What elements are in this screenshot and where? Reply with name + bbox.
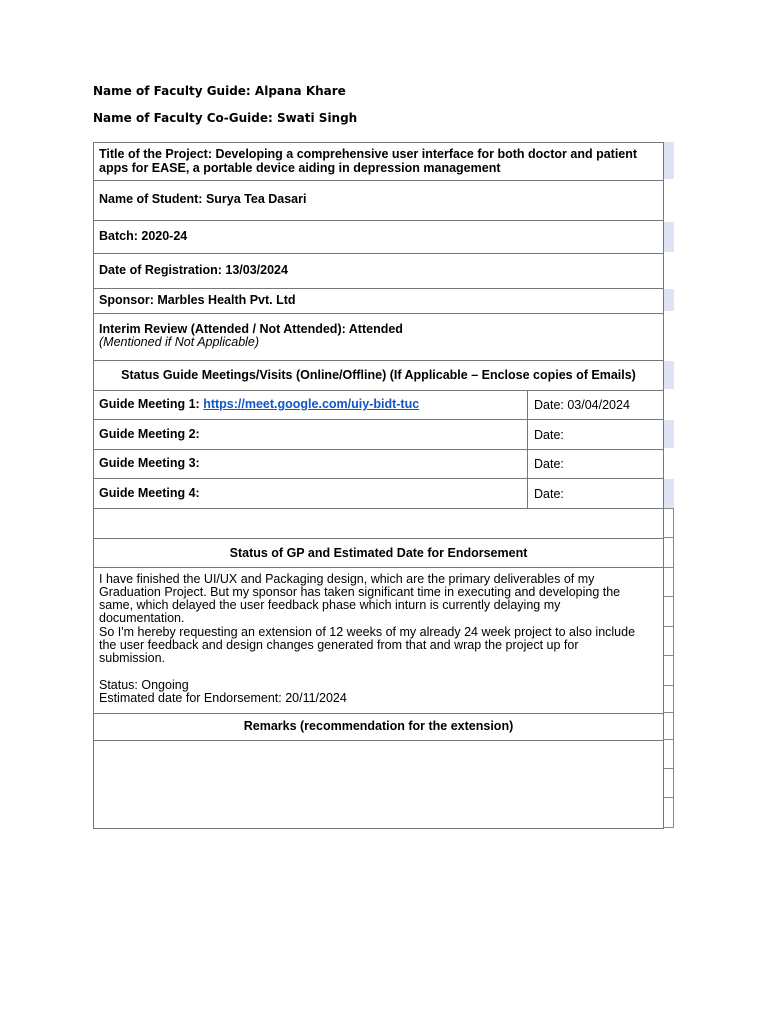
batch-row xyxy=(93,220,664,253)
table-edge xyxy=(664,769,674,798)
meeting-1-label-cell xyxy=(99,398,419,412)
table-edge xyxy=(664,597,674,627)
gp-estimated-date: Estimated date for Endorsement: 20/11/2024 xyxy=(99,691,347,705)
meetings-header-row xyxy=(93,360,664,390)
interim-note: (Mentioned if Not Applicable) xyxy=(99,335,260,349)
gp-body-line: Graduation Project. But my sponsor has taken significant time in executing and developing the xyxy=(99,585,621,599)
gp-header-row xyxy=(93,538,664,567)
meeting-row xyxy=(93,478,664,508)
table-edge xyxy=(664,656,674,686)
registration-row xyxy=(93,253,664,288)
shade-strip xyxy=(664,361,674,389)
gp-body-line: I have finished the UI/UX and Packaging design, which are the primary deliverables of my xyxy=(99,572,595,586)
meeting-2-date: Date: xyxy=(534,428,564,442)
remarks-header-row xyxy=(93,713,664,740)
meeting-2-label: Guide Meeting 2: xyxy=(99,427,200,441)
gp-body-line: the user feedback and design changes generated from that and wrap the project up for xyxy=(99,638,579,652)
meeting-4-label: Guide Meeting 4: xyxy=(99,486,200,500)
faculty-co-guide-line: Name of Faculty Co-Guide: Swati Singh xyxy=(93,111,358,125)
shade-strip xyxy=(664,479,674,508)
project-title-line2: apps for EASE, a portable device aiding in depression management xyxy=(99,161,501,175)
gp-body-line: documentation. xyxy=(99,611,185,625)
meeting-row xyxy=(93,390,664,419)
column-divider xyxy=(527,391,528,419)
meeting-1-date: Date: 03/04/2024 xyxy=(534,398,630,412)
faculty-guide-line: Name of Faculty Guide: Alpana Khare xyxy=(93,84,346,98)
project-title-line1: Title of the Project: Developing a comprehensive user interface for both doctor and patient xyxy=(99,147,638,161)
project-title-row xyxy=(93,142,664,180)
batch: Batch: 2020-24 xyxy=(99,229,188,243)
table-edge xyxy=(664,686,674,713)
meeting-row xyxy=(93,449,664,478)
gp-header: Status of GP and Estimated Date for Endorsement xyxy=(229,546,528,560)
remarks-header: Remarks (recommendation for the extension) xyxy=(243,719,514,733)
shade-strip xyxy=(664,222,674,252)
meeting-3-date: Date: xyxy=(534,457,564,471)
table-edge xyxy=(664,740,674,769)
column-divider xyxy=(527,479,528,508)
table-edge xyxy=(664,568,674,597)
column-divider xyxy=(527,450,528,478)
gp-status: Status: Ongoing xyxy=(99,678,189,692)
shade-strip xyxy=(664,142,674,179)
table-edge xyxy=(664,627,674,656)
registration-date: Date of Registration: 13/03/2024 xyxy=(99,263,288,277)
student-row xyxy=(93,180,664,220)
shade-strip xyxy=(664,289,674,311)
interim-review-row xyxy=(93,313,664,360)
student-name: Name of Student: Surya Tea Dasari xyxy=(99,192,307,206)
table-edge xyxy=(664,798,674,828)
table-edge xyxy=(664,508,674,538)
remarks-body-row[interactable] xyxy=(93,740,664,829)
meeting-4-date: Date: xyxy=(534,487,564,501)
empty-row xyxy=(93,508,664,538)
meetings-header: Status Guide Meetings/Visits (Online/Offline) (If Applicable – Enclose copies of Emails) xyxy=(121,368,636,382)
gp-body-line: same, which delayed the user feedback phase which inturn is currently delaying my xyxy=(99,598,561,612)
meeting-row xyxy=(93,419,664,449)
shade-strip xyxy=(664,420,674,448)
interim-review: Interim Review (Attended / Not Attended): Attended xyxy=(99,322,403,336)
table-edge xyxy=(664,713,674,740)
sponsor-row xyxy=(93,288,664,313)
gp-body-row xyxy=(93,567,664,713)
meeting-1-link[interactable]: https://meet.google.com/uiy-bidt-tuc xyxy=(203,397,420,411)
meeting-1-label: Guide Meeting 1: xyxy=(99,397,200,411)
meeting-3-label: Guide Meeting 3: xyxy=(99,456,200,470)
column-divider xyxy=(527,420,528,449)
table-edge xyxy=(664,538,674,568)
sponsor: Sponsor: Marbles Health Pvt. Ltd xyxy=(99,293,296,307)
gp-body-line: So I'm hereby requesting an extension of 12 weeks of my already 24 week project to also include xyxy=(99,625,636,639)
gp-body-line: submission. xyxy=(99,651,165,665)
